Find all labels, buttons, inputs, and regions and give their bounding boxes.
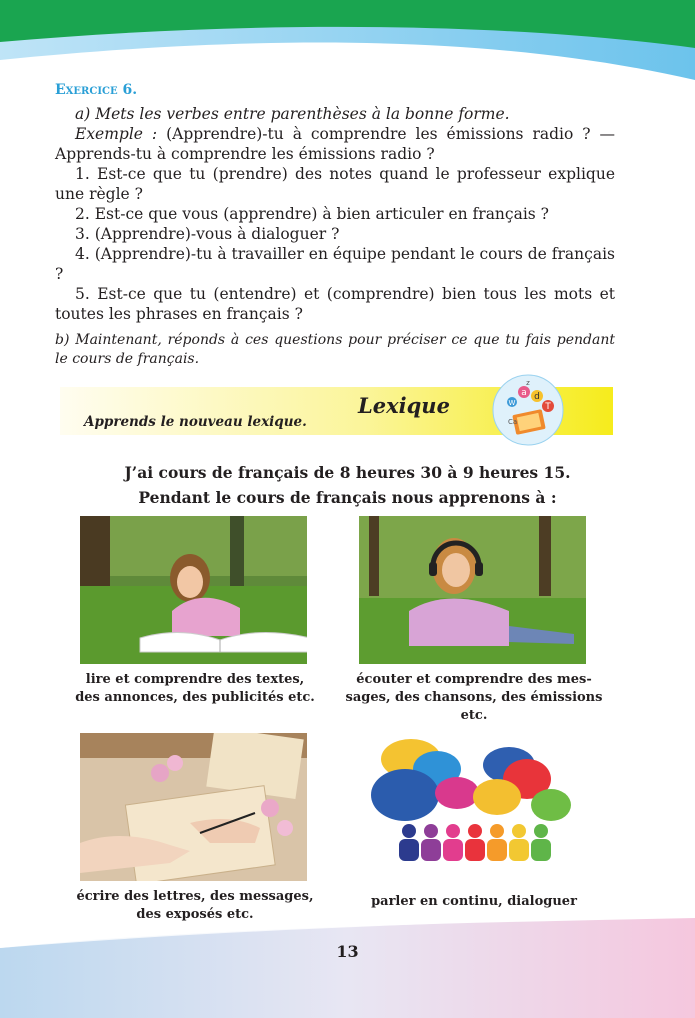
instruction-a: a) Mets les verbes entre parenthèses à la bonne forme. xyxy=(75,105,510,123)
icon-letter: a xyxy=(521,388,527,398)
listening-girl-photo xyxy=(359,516,586,664)
caption-line: etc. xyxy=(460,708,488,723)
icon-letter: T xyxy=(545,402,551,412)
lexique-book-icon xyxy=(492,374,564,446)
icon-letter: W xyxy=(508,399,516,407)
caption-line: des exposés etc. xyxy=(136,907,254,922)
exercise-item: 3. (Apprendre)-vous à dialoguer ? xyxy=(75,225,340,243)
caption-line: des annonces, des publicités etc. xyxy=(75,690,315,705)
intro-line-1: J’ai cours de français de 8 heures 30 à 9 heures 15. xyxy=(124,463,571,482)
icon-letter: d xyxy=(534,392,540,402)
caption-line: écouter et comprendre des mes- xyxy=(356,672,592,687)
speech-bubbles-illustration xyxy=(359,733,586,883)
lexique-subtitle: Apprends le nouveau lexique. xyxy=(84,414,307,430)
exercise-item: 4. (Apprendre)-tu à travailler en équipe pendant le cours de français ? xyxy=(55,245,615,283)
exercise-item: 1. Est-ce que tu (prendre) des notes quand le professeur explique une règle ? xyxy=(55,165,615,203)
page-number: 13 xyxy=(336,942,359,961)
bottom-decorative-band xyxy=(0,908,695,1018)
example xyxy=(55,124,615,164)
exercise-item: 5. Est-ce que tu (entendre) et (comprendre) bien tous les mots et toutes les phrases en français ? xyxy=(55,285,615,323)
icon-letter: z xyxy=(526,379,530,387)
example-text: (Apprendre)-tu à comprendre les émissions radio ? — Apprends-tu à comprendre les émissions radio ? xyxy=(55,125,615,163)
reading-girl-photo xyxy=(80,516,307,664)
exercise-section xyxy=(55,82,615,383)
top-decorative-band xyxy=(0,0,695,90)
icon-letter: Ca xyxy=(508,418,518,426)
intro-line-2: Pendant le cours de français nous apprenons à : xyxy=(138,488,557,507)
writing-photo xyxy=(80,733,307,881)
lexique-title: Lexique xyxy=(358,393,450,418)
caption-listening xyxy=(344,671,604,725)
exercise-title: Exercice 6. xyxy=(55,82,138,98)
caption-line: sages, des chansons, des émissions xyxy=(345,690,603,705)
exercise-item: 2. Est-ce que vous (apprendre) à bien articuler en français ? xyxy=(75,205,549,223)
example-label: Exemple : xyxy=(75,125,158,143)
caption-line: parler en continu, dialoguer xyxy=(371,894,577,909)
caption-line: écrire des lettres, des messages, xyxy=(76,889,314,904)
instruction-b: b) Maintenant, réponds à ces questions pour préciser ce que tu fais pendant le cours de français. xyxy=(55,332,615,367)
caption-reading xyxy=(70,671,320,707)
caption-line: lire et comprendre des textes, xyxy=(85,672,305,687)
